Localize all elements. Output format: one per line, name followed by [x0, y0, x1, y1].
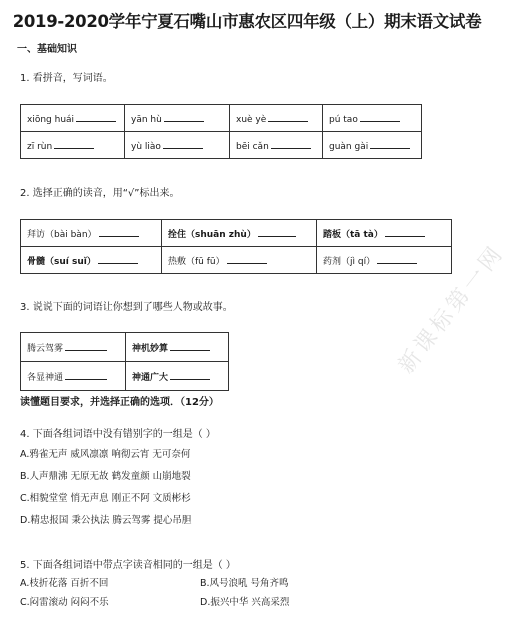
reading-cell[interactable]: 拴住（shuān zhù） — [162, 220, 317, 247]
reading-cell[interactable]: 骨髓（suí suǐ） — [21, 247, 162, 274]
q1-pinyin-table — [20, 104, 422, 159]
q4-option-a[interactable]: A.鸦雀无声 威风凛凛 响彻云宵 无可奈何 — [20, 449, 191, 460]
q2-prompt: 2. 选择正确的读音，用“√”标出来。 — [20, 188, 180, 199]
pinyin-cell[interactable]: xiōng huái — [21, 105, 125, 132]
q4-option-d[interactable]: D.精忠报国 秉公执法 腾云驾雾 提心吊胆 — [20, 515, 192, 526]
idiom-cell[interactable]: 各显神通 — [21, 362, 126, 391]
pinyin-cell[interactable]: zī rùn — [21, 132, 125, 159]
pinyin-cell[interactable]: pú tao — [323, 105, 422, 132]
q5-option-d[interactable]: D.振兴中华 兴高采烈 — [200, 597, 290, 608]
q4-prompt: 4. 下面各组词语中没有错别字的一组是（ ） — [20, 429, 216, 440]
idiom-cell[interactable]: 神通广大 — [126, 362, 229, 391]
table-row — [21, 362, 229, 391]
pinyin-cell[interactable]: yù liào — [125, 132, 230, 159]
reading-cell[interactable]: 拜访（bài bàn） — [21, 220, 162, 247]
watermark: 新课标第一网 — [393, 240, 510, 379]
pinyin-cell[interactable]: guàn gài — [323, 132, 422, 159]
q1-prompt: 1. 看拼音，写词语。 — [20, 73, 113, 84]
table-row — [21, 132, 422, 159]
q5-prompt: 5. 下面各组词语中带点字读音相同的一组是（ ） — [20, 560, 236, 571]
page-title: 2019-2020学年宁夏石嘴山市惠农区四年级（上）期末语文试卷 — [12, 12, 482, 31]
reading-cell[interactable]: 踏板（tā tà） — [317, 220, 452, 247]
idiom-cell[interactable]: 神机妙算 — [126, 333, 229, 362]
table-row — [21, 333, 229, 362]
idiom-cell[interactable]: 腾云驾雾 — [21, 333, 126, 362]
q5-option-b[interactable]: B.风号浪吼 号角齐鸣 — [200, 578, 289, 589]
reading-cell[interactable]: 热敷（fū fū） — [162, 247, 317, 274]
table-row — [21, 105, 422, 132]
q2-reading-table — [20, 219, 452, 274]
table-row — [21, 220, 452, 247]
q3-prompt: 3. 说说下面的词语让你想到了哪些人物或故事。 — [20, 302, 233, 313]
table-row — [21, 247, 452, 274]
pinyin-cell[interactable]: xuè yè — [230, 105, 323, 132]
pinyin-cell[interactable]: bēi cǎn — [230, 132, 323, 159]
pinyin-cell[interactable]: yān hù — [125, 105, 230, 132]
section-instruction: 读懂题目要求，并选择正确的选项．（12分） — [20, 397, 219, 408]
q5-option-c[interactable]: C.闷雷滚动 闷闷不乐 — [20, 597, 109, 608]
reading-cell[interactable]: 药剂（jì qí） — [317, 247, 452, 274]
q3-idiom-table — [20, 332, 229, 391]
q5-option-a[interactable]: A.枝折花落 百折不回 — [20, 578, 109, 589]
section-heading: 一、基础知识 — [17, 44, 77, 55]
q4-option-c[interactable]: C.相貌堂堂 悄无声息 刚正不阿 文质彬杉 — [20, 493, 191, 504]
q4-option-b[interactable]: B.人声鼎沸 无原无故 鹤发童颜 山崩地裂 — [20, 471, 191, 482]
